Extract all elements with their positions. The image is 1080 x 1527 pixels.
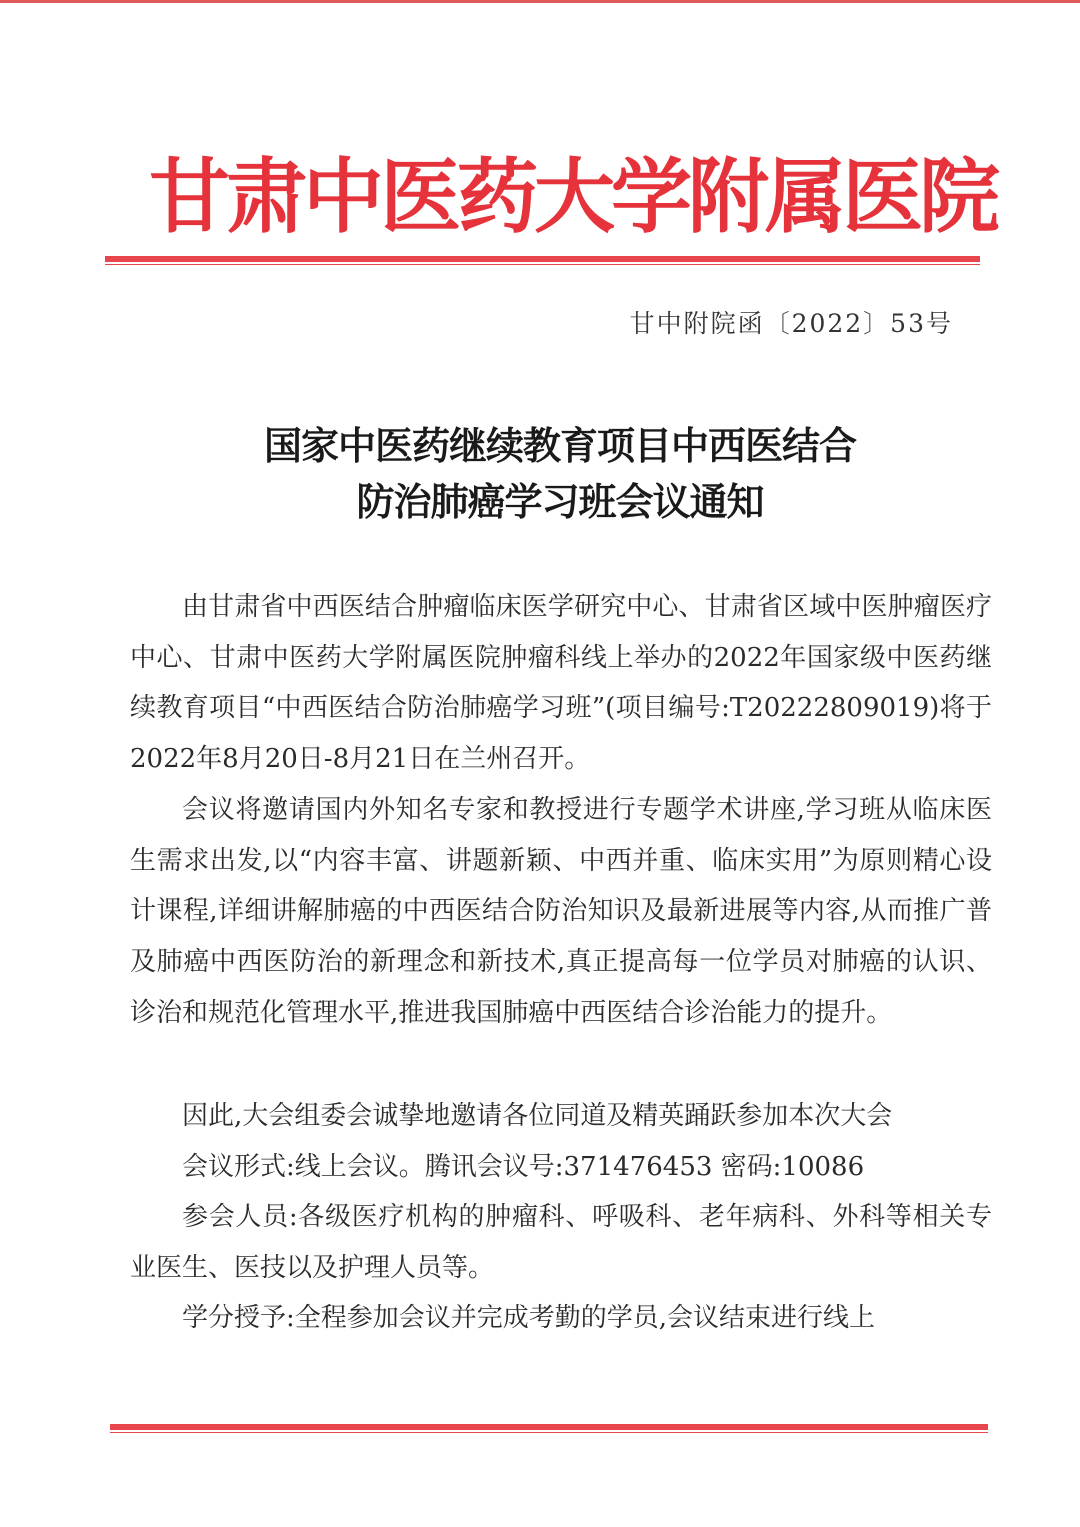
letterhead-rule: [105, 256, 980, 262]
letterhead-rule-thin: [105, 264, 980, 265]
body-paragraph-5: [130, 1192, 992, 1293]
paragraph: 会议将邀请国内外知名专家和教授进行专题学术讲座,学习班从临床医生需求出发,以“内容丰富、讲题新颖、中西并重、临床实用”为原则精心设计课程,详细讲解肺癌的中西医结合防治知识及最新进展等内容,从而推广普及肺癌中西医防治的新理念和新技术,真正提高每一位学员对肺癌的认识、诊治和规范化管理水平,推进我国肺癌中西医结合诊治能力的提升。: [130, 795, 992, 1028]
body-paragraph-3: [130, 1091, 992, 1142]
paragraph: 由甘肃省中西医结合肿瘤临床医学研究中心、甘肃省区域中医肿瘤医疗中心、甘肃中医药大学附属医院肿瘤科线上举办的2022年国家级中医药继续教育项目“中西医结合防治肺癌学习班”(项目编号:T20222809019)将于2022年8月20日-8月21日在兰州召开。: [130, 592, 992, 775]
body-paragraph-4: [130, 1142, 992, 1193]
paragraph: 会议形式:线上会议。腾讯会议号:371476453 密码:10086: [182, 1152, 865, 1182]
title-line-1: 国家中医药继续教育项目中西医结合: [263, 423, 856, 468]
top-edge-rule: [0, 0, 1080, 3]
body-paragraph-1: [130, 582, 992, 785]
body-paragraph-2: [130, 785, 992, 1039]
document-number: 甘中附院函〔2022〕53号: [629, 309, 953, 338]
hospital-letterhead: 甘肃中医药大学附属医院: [149, 150, 997, 245]
title-line-2: 防治肺癌学习班会议通知: [356, 479, 764, 524]
paragraph: 学分授予:全程参加会议并完成考勤的学员,会议结束进行线上: [182, 1303, 876, 1333]
paragraph: 因此,大会组委会诚挚地邀请各位同道及精英踊跃参加本次大会: [182, 1101, 893, 1131]
paragraph: 参会人员:各级医疗机构的肿瘤科、呼吸科、老年病科、外科等相关专业医生、医技以及护理人员等。: [130, 1202, 992, 1283]
footer-rule: [110, 1424, 988, 1430]
footer-rule-thin: [110, 1432, 988, 1433]
body-paragraph-6: [130, 1293, 992, 1344]
